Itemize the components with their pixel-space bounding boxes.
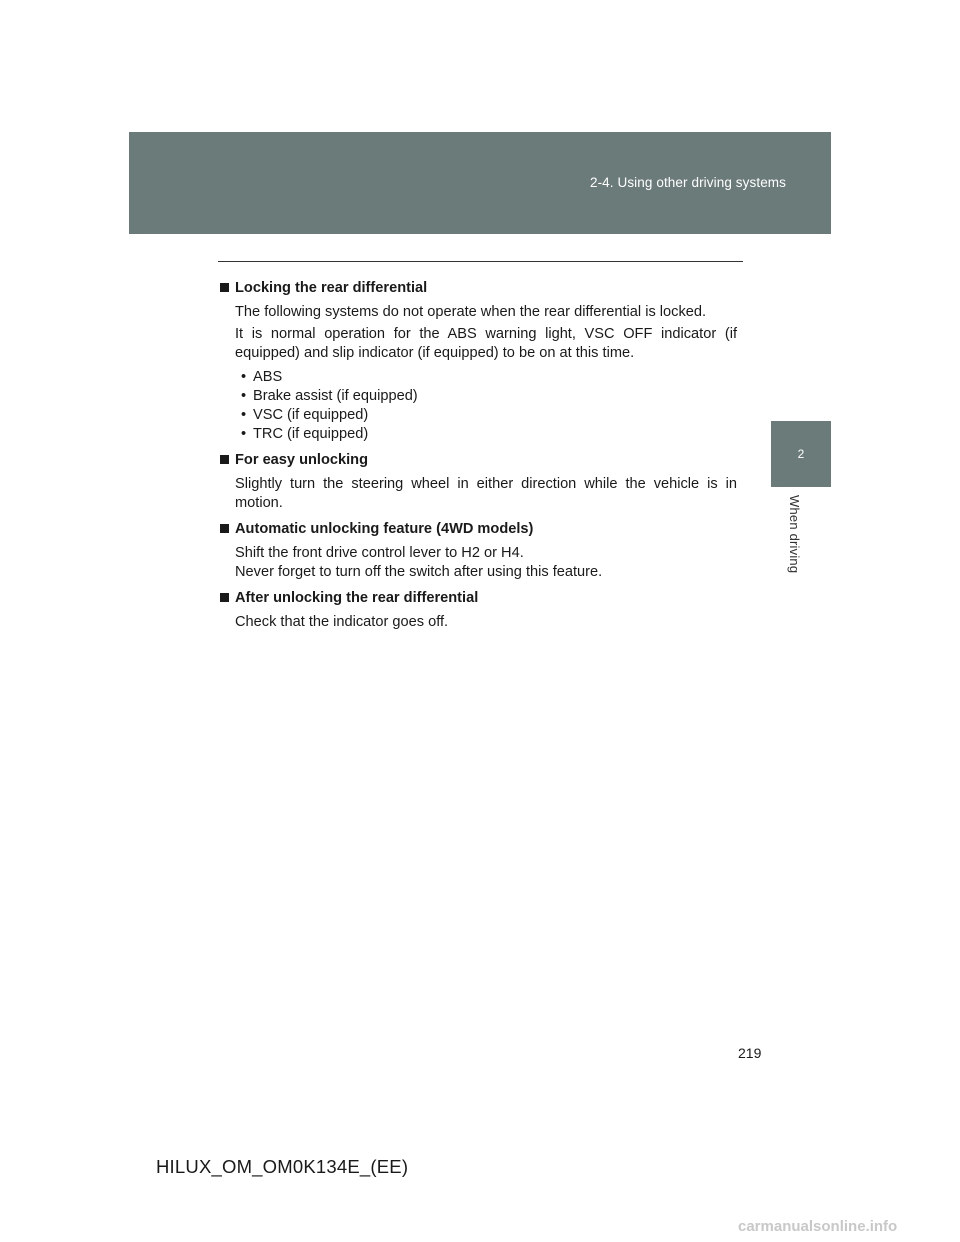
section-heading-text: For easy unlocking xyxy=(235,452,368,468)
page-content xyxy=(220,279,737,639)
square-bullet-icon xyxy=(220,455,229,464)
section-locking xyxy=(220,279,737,444)
list-item-text: VSC (if equipped) xyxy=(253,407,369,423)
document-code: HILUX_OM_OM0K134E_(EE) xyxy=(156,1156,409,1177)
paragraph: It is normal operation for the ABS warning light, VSC OFF indicator (if equipped) and slip indicator (if equipped) to be on at this time. xyxy=(235,326,737,361)
paragraph: Check that the indicator goes off. xyxy=(235,614,449,630)
list-item-text: TRC (if equipped) xyxy=(253,426,369,442)
watermark-text: carmanualsonline.info xyxy=(738,1218,898,1235)
paragraph: The following systems do not operate when the rear differential is locked. xyxy=(235,304,707,320)
list-item-text: Brake assist (if equipped) xyxy=(253,388,418,404)
section-heading xyxy=(220,451,737,470)
square-bullet-icon xyxy=(220,283,229,292)
list-item xyxy=(241,425,737,444)
header-band xyxy=(129,132,831,234)
section-heading-text: Locking the rear differential xyxy=(235,280,428,296)
section-heading xyxy=(220,520,737,539)
chapter-number: 2 xyxy=(797,447,805,461)
section-title: 2-4. Using other driving systems xyxy=(589,175,786,190)
list-item xyxy=(241,387,737,406)
top-rule xyxy=(218,261,743,262)
paragraph: Never forget to turn off the switch after using this feature. xyxy=(235,564,603,580)
section-easy-unlocking xyxy=(220,451,737,513)
bullet-dot-icon: • xyxy=(241,407,247,423)
square-bullet-icon xyxy=(220,593,229,602)
section-heading xyxy=(220,589,737,608)
page-number: 219 xyxy=(738,1045,762,1061)
system-list xyxy=(241,368,737,444)
section-heading-text: Automatic unlocking feature (4WD models) xyxy=(235,521,534,537)
paragraph: Slightly turn the steering wheel in either direction while the vehicle is in motion. xyxy=(235,476,737,511)
chapter-tab xyxy=(771,421,831,487)
bullet-dot-icon: • xyxy=(241,426,247,442)
list-item xyxy=(241,406,737,425)
paragraph: Shift the front drive control lever to H2 or H4. xyxy=(235,545,524,561)
bullet-dot-icon: • xyxy=(241,369,247,385)
section-heading-text: After unlocking the rear differential xyxy=(235,590,479,606)
bullet-dot-icon: • xyxy=(241,388,247,404)
section-after-unlocking xyxy=(220,589,737,632)
section-automatic-unlocking xyxy=(220,520,737,582)
section-heading xyxy=(220,279,737,298)
square-bullet-icon xyxy=(220,524,229,533)
list-item-text: ABS xyxy=(253,369,283,385)
list-item xyxy=(241,368,737,387)
chapter-label: When driving xyxy=(787,495,802,574)
